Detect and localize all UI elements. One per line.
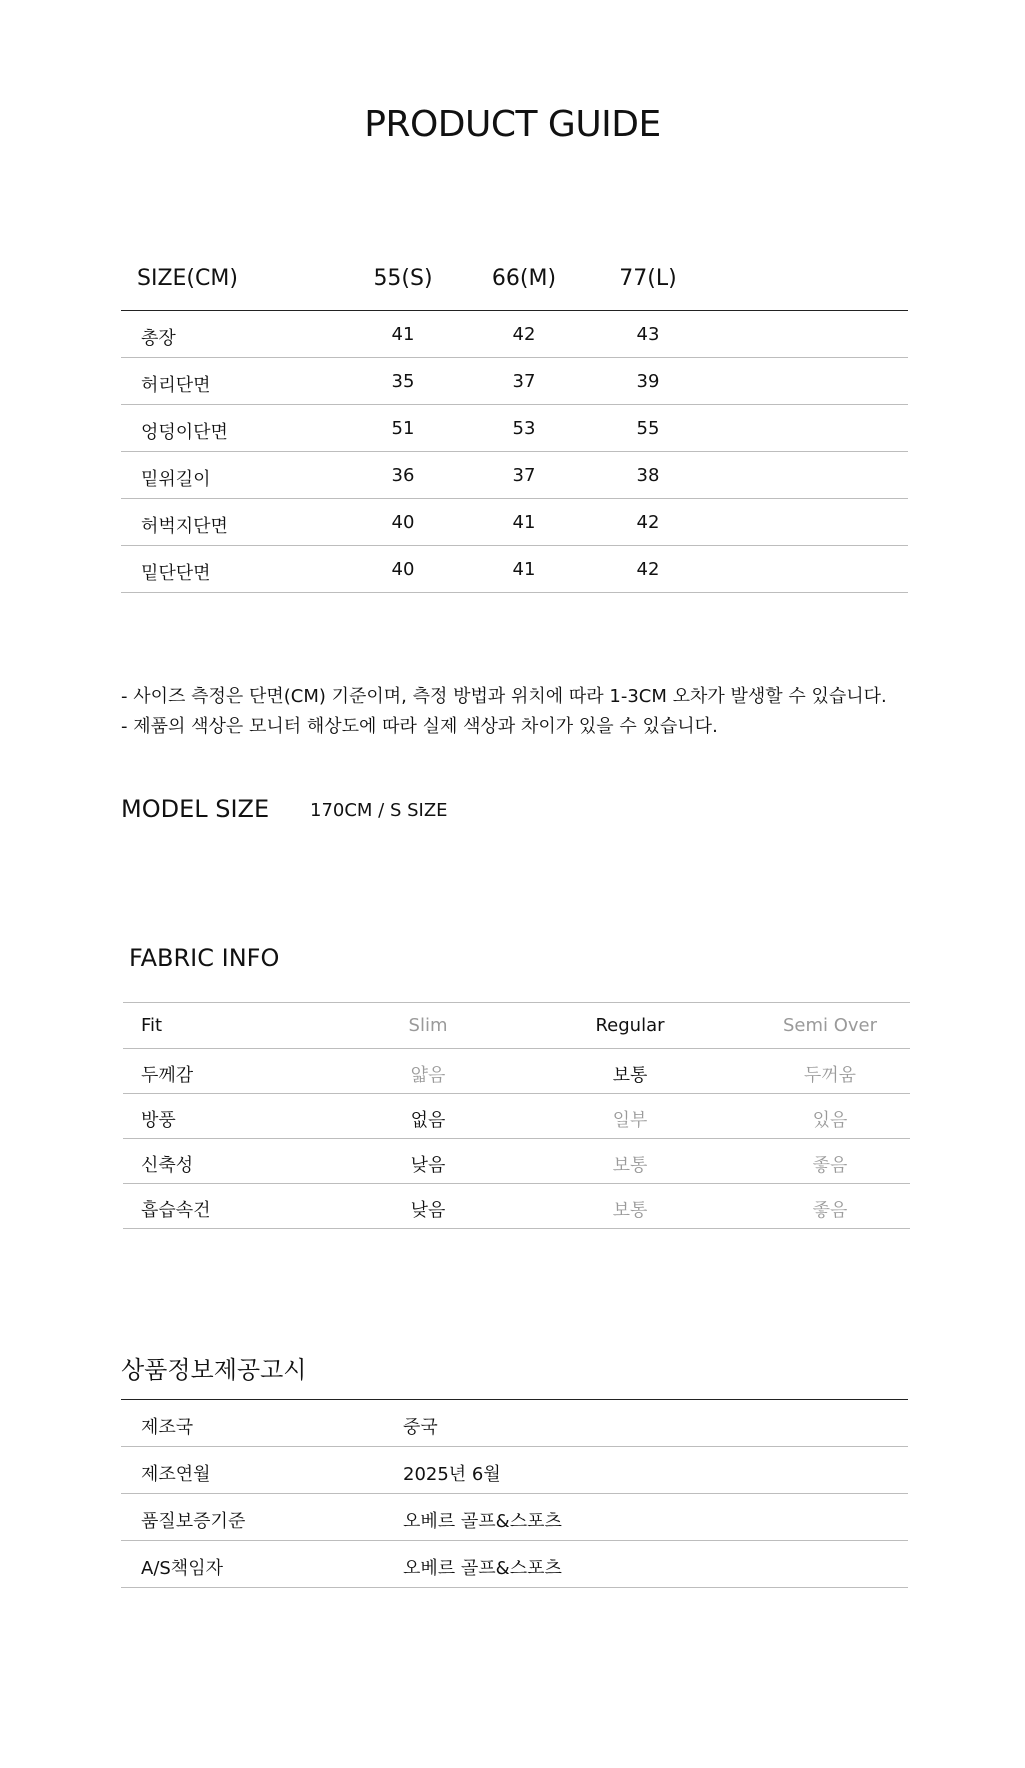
notice-value: 오베르 골프&스포츠 xyxy=(403,1511,562,1532)
fabric-option: 좋음 xyxy=(812,1155,848,1176)
size-header-l: 77(L) xyxy=(619,266,677,291)
fabric-option: 없음 xyxy=(410,1110,446,1131)
table-row xyxy=(121,358,908,405)
size-header-m: 66(M) xyxy=(491,266,557,291)
fabric-option: 있음 xyxy=(812,1110,848,1131)
table-row xyxy=(121,1400,908,1447)
size-cell: 41 xyxy=(512,559,536,580)
size-cell: 41 xyxy=(512,512,536,533)
fabric-option: Regular xyxy=(595,1015,665,1036)
notice-label: 제조국 xyxy=(141,1417,194,1438)
fabric-option: 보통 xyxy=(612,1155,648,1176)
note-color: - 제품의 색상은 모니터 해상도에 따라 실제 색상과 차이가 있을 수 있습니다. xyxy=(121,716,718,737)
size-cell: 42 xyxy=(512,324,536,345)
fabric-info-title: FABRIC INFO xyxy=(129,944,280,972)
size-row-label: 허리단면 xyxy=(141,375,211,396)
size-cell: 39 xyxy=(636,371,660,392)
size-header-label: SIZE(CM) xyxy=(137,266,238,291)
table-row xyxy=(121,499,908,546)
table-row xyxy=(121,1541,908,1588)
table-row xyxy=(121,1447,908,1494)
size-cell: 42 xyxy=(636,512,660,533)
size-row-label: 밑위길이 xyxy=(141,469,211,490)
fabric-option: 두꺼움 xyxy=(803,1065,857,1086)
fabric-option: Slim xyxy=(408,1015,448,1036)
size-cell: 38 xyxy=(636,465,660,486)
table-row xyxy=(121,1494,908,1541)
fabric-row xyxy=(123,1139,910,1184)
notice-value: 오베르 골프&스포츠 xyxy=(403,1558,562,1579)
size-cell: 35 xyxy=(391,371,415,392)
size-cell: 40 xyxy=(391,512,415,533)
size-cell: 40 xyxy=(391,559,415,580)
product-notice-table xyxy=(121,1399,908,1588)
fabric-row-label: 흡습속건 xyxy=(141,1200,211,1221)
fabric-row xyxy=(123,1049,910,1094)
notice-label: 품질보증기준 xyxy=(141,1511,246,1532)
fabric-option: 보통 xyxy=(612,1200,648,1221)
size-cell: 37 xyxy=(512,465,536,486)
notice-value: 2025년 6월 xyxy=(403,1464,501,1485)
size-cell: 36 xyxy=(391,465,415,486)
model-size-value: 170CM / S SIZE xyxy=(310,800,448,821)
model-size-label: MODEL SIZE xyxy=(121,795,270,823)
size-notes xyxy=(121,682,887,742)
notice-value: 중국 xyxy=(403,1417,438,1438)
table-row xyxy=(121,452,908,499)
product-notice-title: 상품정보제공고시 xyxy=(121,1356,307,1384)
page-title: PRODUCT GUIDE xyxy=(364,104,661,145)
fabric-option: 좋음 xyxy=(812,1200,848,1221)
table-row xyxy=(121,405,908,452)
fabric-option: 얇음 xyxy=(410,1065,446,1086)
size-cell: 53 xyxy=(512,418,536,439)
fabric-option: 일부 xyxy=(612,1110,648,1131)
size-cell: 42 xyxy=(636,559,660,580)
fabric-option: 보통 xyxy=(612,1065,648,1086)
fabric-option: 낮음 xyxy=(410,1200,446,1221)
fabric-option: Semi Over xyxy=(782,1015,878,1036)
size-row-label: 허벅지단면 xyxy=(141,516,228,537)
fabric-row-label: 두께감 xyxy=(141,1065,194,1086)
fabric-table xyxy=(123,1002,910,1229)
size-cell: 43 xyxy=(636,324,660,345)
fabric-row xyxy=(123,1094,910,1139)
note-measurement: - 사이즈 측정은 단면(CM) 기준이며, 측정 방법과 위치에 따라 1-3CM 오차가 발생할 수 있습니다. xyxy=(121,686,887,707)
fabric-option: 낮음 xyxy=(410,1155,446,1176)
fabric-row-label: 방풍 xyxy=(141,1110,176,1131)
size-cell: 51 xyxy=(391,418,415,439)
fabric-row-label: Fit xyxy=(141,1015,163,1036)
size-table-header xyxy=(121,248,908,311)
size-cell: 37 xyxy=(512,371,536,392)
notice-label: 제조연월 xyxy=(141,1464,211,1485)
size-row-label: 총장 xyxy=(141,328,176,349)
fabric-row xyxy=(123,1184,910,1229)
fabric-row-label: 신축성 xyxy=(141,1155,194,1176)
table-row xyxy=(121,546,908,593)
table-row xyxy=(121,311,908,358)
size-cell: 55 xyxy=(636,418,660,439)
size-cell: 41 xyxy=(391,324,415,345)
size-row-label: 밑단단면 xyxy=(141,563,211,584)
size-table xyxy=(121,248,908,593)
size-header-s: 55(S) xyxy=(373,266,433,291)
size-row-label: 엉덩이단면 xyxy=(141,422,228,443)
notice-label: A/S책임자 xyxy=(141,1558,223,1579)
fabric-fit-row xyxy=(123,1003,910,1049)
